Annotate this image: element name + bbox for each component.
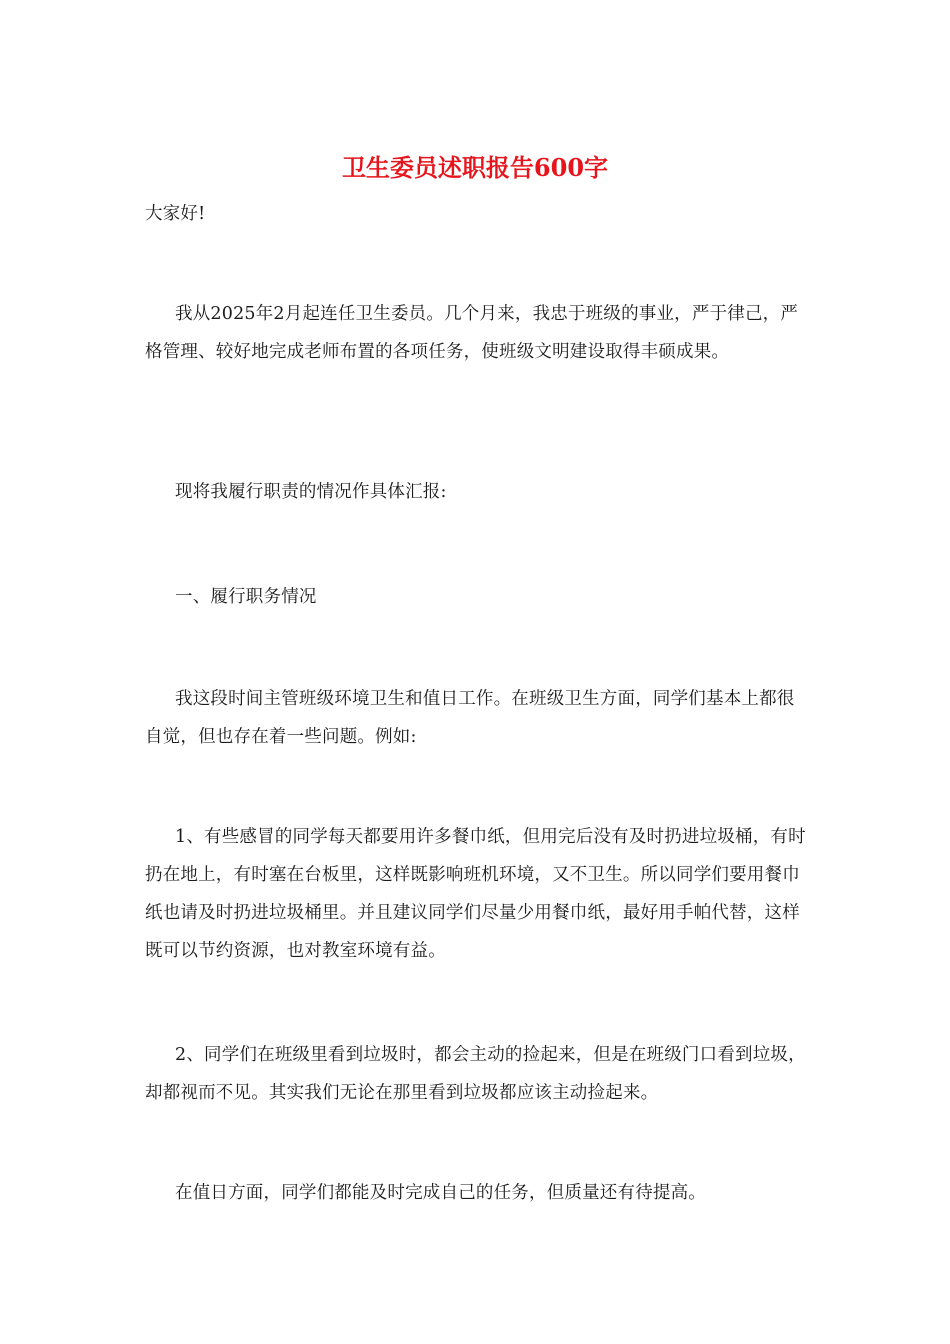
greeting: 大家好! (145, 204, 206, 224)
document-title: 卫生委员述职报告600字 (341, 153, 609, 182)
section-heading-duties: 一、履行职务情况 (175, 587, 317, 607)
paragraph-duties: 我这段时间主管班级环境卫生和值日工作。在班级卫生方面，同学们基本上都很自觉，但也存在着一些问题。例如: (145, 689, 795, 747)
paragraph-intro: 我从2025年2月起连任卫生委员。几个月来，我忠于班级的事业，严于律己，严格管理、较好地完成老师布置的各项任务，使班级文明建设取得丰硕成果。 (145, 304, 799, 362)
paragraph-item-2: 2、同学们在班级里看到垃圾时，都会主动的捡起来，但是在班级门口看到垃圾，却都视而不见。其实我们无论在那里看到垃圾都应该主动捡起来。 (145, 1045, 806, 1103)
paragraph-duty-day: 在值日方面，同学们都能及时完成自己的任务，但质量还有待提高。 (175, 1183, 706, 1203)
paragraph-item-1: 1、有些感冒的同学每天都要用许多餐巾纸，但用完后没有及时扔进垃圾桶，有时扔在地上，有时塞在台板里，这样既影响班机环境，又不卫生。所以同学们要用餐巾纸也请及时扔进垃圾桶里。并且建议同学们尽量少用餐巾纸，最好用手帕代替，这样既可以节约资源，也对教室环境有益。 (145, 827, 806, 961)
paragraph-report-lead: 现将我履行职责的情况作具体汇报: (175, 482, 447, 502)
